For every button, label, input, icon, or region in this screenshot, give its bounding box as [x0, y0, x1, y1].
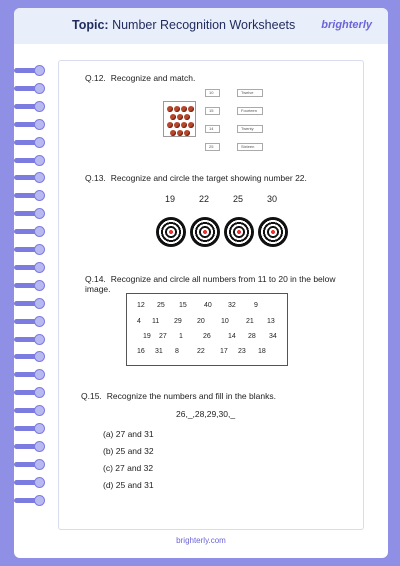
binder-rings: [14, 66, 54, 506]
footer-site[interactable]: brighterly.com: [176, 536, 226, 545]
apple-icon: [167, 122, 173, 128]
target-icon[interactable]: [224, 217, 254, 247]
target-icon[interactable]: [258, 217, 288, 247]
apple-icon: [188, 106, 194, 112]
target-icon[interactable]: [156, 217, 186, 247]
apple-icon: [184, 114, 190, 120]
binder-ring: [14, 370, 52, 379]
answer-option[interactable]: (b) 25 and 32: [103, 446, 154, 456]
apple-icon: [167, 106, 173, 112]
apple-icon: [174, 106, 180, 112]
answer-option[interactable]: (c) 27 and 32: [103, 463, 154, 473]
question-14: Q.14. Recognize and circle all numbers from 11 to 20 in the below image.: [85, 274, 336, 294]
binder-ring: [14, 424, 52, 433]
grid-number[interactable]: 19: [143, 333, 151, 340]
match-word-box[interactable]: Fourteen: [237, 107, 263, 115]
grid-number[interactable]: 9: [254, 302, 258, 309]
binder-ring: [14, 66, 52, 75]
answer-option[interactable]: (d) 25 and 31: [103, 480, 154, 490]
grid-number[interactable]: 31: [155, 348, 163, 355]
apple-icon: [170, 114, 176, 120]
grid-number[interactable]: 28: [248, 333, 256, 340]
binder-ring: [14, 478, 52, 487]
grid-number[interactable]: 22: [197, 348, 205, 355]
grid-number[interactable]: 13: [267, 318, 275, 325]
apple-icon: [177, 130, 183, 136]
match-number-box[interactable]: 25: [205, 143, 220, 151]
grid-number[interactable]: 29: [174, 318, 182, 325]
number-sequence: 26,_,28,29,30,_: [176, 409, 236, 419]
question-12: Q.12. Recognize and match.: [85, 73, 196, 83]
answer-option[interactable]: (a) 27 and 31: [103, 429, 154, 439]
binder-ring: [14, 245, 52, 254]
questions-panel: [58, 60, 364, 530]
apple-icon: [188, 122, 194, 128]
binder-ring: [14, 442, 52, 451]
target-number-label: 30: [267, 194, 278, 204]
grid-number[interactable]: 26: [203, 333, 211, 340]
grid-number[interactable]: 21: [246, 318, 254, 325]
grid-number[interactable]: 34: [269, 333, 277, 340]
grid-number[interactable]: 1: [179, 333, 183, 340]
grid-number[interactable]: 17: [220, 348, 228, 355]
grid-number[interactable]: 10: [221, 318, 229, 325]
target-number-label: 22: [199, 194, 210, 204]
binder-ring: [14, 102, 52, 111]
apple-icon: [174, 122, 180, 128]
binder-ring: [14, 352, 52, 361]
grid-number[interactable]: 12: [137, 302, 145, 309]
apple-icon: [181, 106, 187, 112]
binder-ring: [14, 138, 52, 147]
binder-ring: [14, 120, 52, 129]
apple-icon: [177, 114, 183, 120]
grid-number[interactable]: 20: [197, 318, 205, 325]
binder-ring: [14, 496, 52, 505]
binder-ring: [14, 263, 52, 272]
grid-number[interactable]: 8: [175, 348, 179, 355]
grid-number[interactable]: 15: [179, 302, 187, 309]
grid-number[interactable]: 27: [159, 333, 167, 340]
binder-ring: [14, 317, 52, 326]
header-bar: [14, 8, 388, 44]
apples-image: [163, 101, 196, 137]
binder-ring: [14, 406, 52, 415]
apple-icon: [170, 130, 176, 136]
binder-ring: [14, 299, 52, 308]
binder-ring: [14, 460, 52, 469]
target-icon[interactable]: [190, 217, 220, 247]
number-grid: [126, 293, 288, 366]
grid-number[interactable]: 40: [204, 302, 212, 309]
apple-icon: [181, 122, 187, 128]
match-word-box[interactable]: Twenty: [237, 125, 263, 133]
match-number-box[interactable]: 10: [205, 89, 220, 97]
grid-number[interactable]: 25: [157, 302, 165, 309]
page-title: Topic: Number Recognition Worksheets: [72, 18, 296, 32]
question-15: Q.15. Recognize the numbers and fill in the blanks.: [81, 391, 276, 401]
binder-ring: [14, 209, 52, 218]
grid-number[interactable]: 16: [137, 348, 145, 355]
binder-ring: [14, 84, 52, 93]
target-number-label: 19: [165, 194, 176, 204]
apple-icon: [184, 130, 190, 136]
binder-ring: [14, 388, 52, 397]
match-word-box[interactable]: Twelve: [237, 89, 263, 97]
grid-number[interactable]: 23: [238, 348, 246, 355]
binder-ring: [14, 335, 52, 344]
binder-ring: [14, 156, 52, 165]
brighterly-logo: brighterly: [321, 19, 372, 31]
target-number-label: 25: [233, 194, 244, 204]
grid-number[interactable]: 11: [152, 318, 160, 325]
match-number-box[interactable]: 15: [205, 107, 220, 115]
binder-ring: [14, 173, 52, 182]
worksheet-page: [14, 8, 388, 558]
binder-ring: [14, 227, 52, 236]
match-number-box[interactable]: 14: [205, 125, 220, 133]
grid-number[interactable]: 18: [258, 348, 266, 355]
binder-ring: [14, 191, 52, 200]
grid-number[interactable]: 14: [228, 333, 236, 340]
grid-number[interactable]: 4: [137, 318, 141, 325]
match-word-box[interactable]: Sixteen: [237, 143, 263, 151]
grid-number[interactable]: 32: [228, 302, 236, 309]
question-13: Q.13. Recognize and circle the target showing number 22.: [85, 173, 307, 183]
binder-ring: [14, 281, 52, 290]
